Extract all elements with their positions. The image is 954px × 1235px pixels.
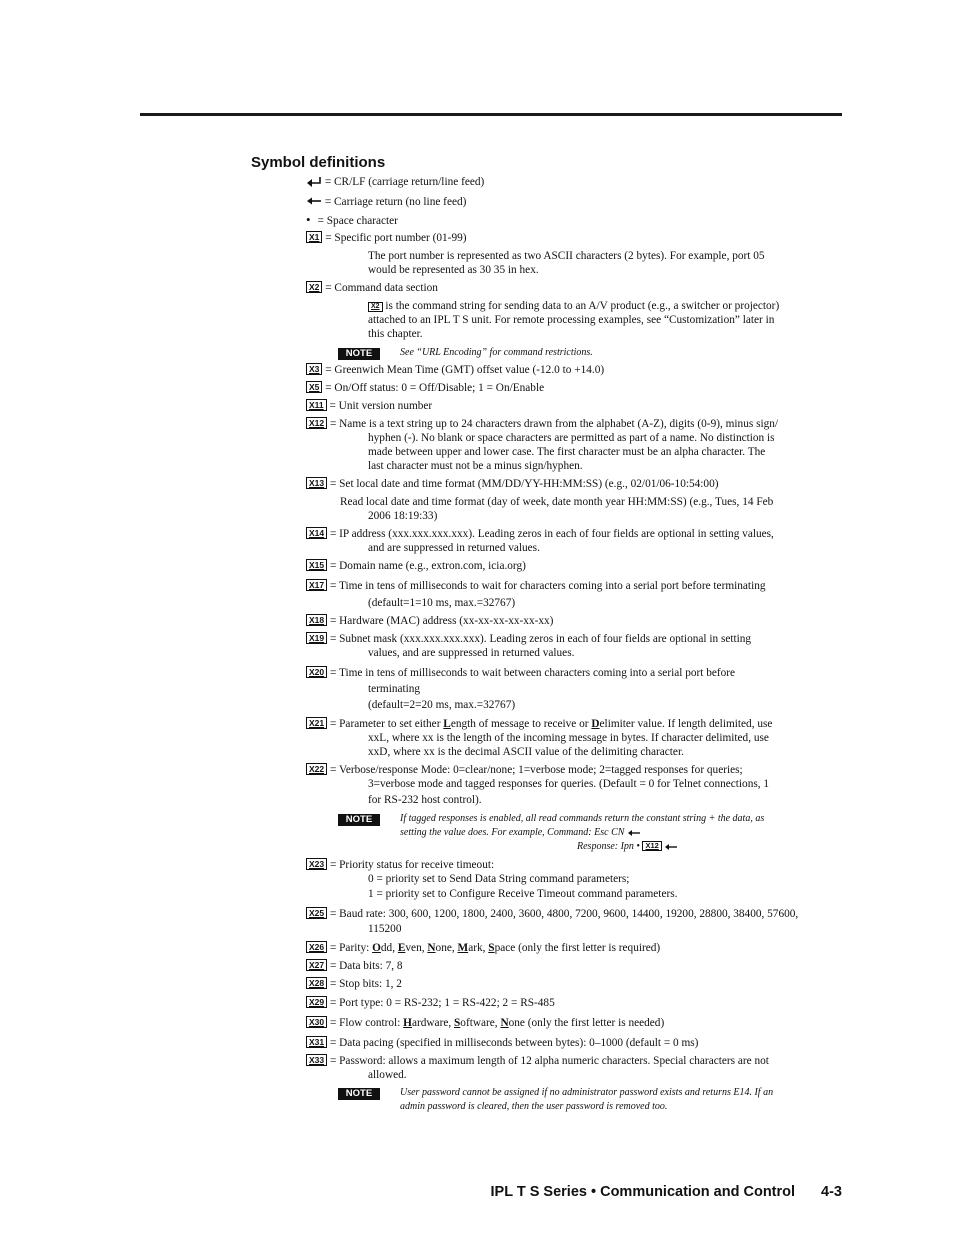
def-space: [306, 213, 398, 228]
code-badge: X33: [306, 1054, 327, 1066]
def-text: = Data pacing (specified in milliseconds between bytes): 0–1000 (default = 0 ms): [329, 1037, 699, 1049]
x13-line-2: Read local date and time format (day of week, date month year HH:MM:SS) (e.g., Tues, 14 Feb: [340, 496, 774, 508]
def-x21: [306, 717, 772, 731]
def-text: = Name is a text string up to 24 characters drawn from the alphabet (A-Z), digits (0-9), minus sign/: [329, 418, 779, 430]
def-x31: [306, 1036, 698, 1050]
mnemonic-letter: L: [443, 718, 451, 730]
def-x17: [306, 579, 766, 593]
x17-line-2: (default=1=10 ms, max.=32767): [368, 597, 516, 609]
def-text: pace (only the first letter is required): [494, 942, 661, 954]
x33-line-2: allowed.: [368, 1069, 407, 1081]
def-text: one (only the first letter is needed): [508, 1017, 665, 1029]
code-badge: X23: [306, 858, 327, 870]
note-password-2: admin password is cleared, then the user password is removed too.: [400, 1101, 668, 1112]
def-text: = Unit version number: [329, 400, 433, 412]
mnemonic-letter: E: [397, 942, 406, 954]
def-text: = Greenwich Mean Time (GMT) offset value (-12.0 to +14.0): [325, 364, 605, 376]
def-text: = Hardware (MAC) address (xx-xx-xx-xx-xx-xx): [329, 615, 554, 627]
def-x26: [306, 941, 660, 955]
def-text: = Specific port number (01-99): [325, 232, 467, 244]
x2-desc-2: attached to an IPL T S unit. For remote processing examples, see “Customization” later in: [368, 314, 775, 326]
x1-desc-2: would be represented as 30 35 in hex.: [368, 264, 539, 276]
note-badge: NOTE: [338, 814, 380, 826]
code-badge: X25: [306, 907, 327, 919]
def-text: = Set local date and time format (MM/DD/YY-HH:MM:SS) (e.g., 02/01/06-10:54:00): [329, 478, 719, 490]
def-text: = On/Off status: 0 = Off/Disable; 1 = On/Enable: [325, 382, 545, 394]
x23-line-2: 0 = priority set to Send Data String command parameters;: [368, 873, 630, 885]
def-text: = Domain name (e.g., extron.com, icia.org): [329, 560, 526, 572]
x20-line-2: terminating: [368, 683, 421, 695]
bullet-icon: •: [306, 212, 311, 227]
page-footer: [491, 1184, 842, 1200]
note-url-encoding: See “URL Encoding” for command restrictions.: [400, 347, 593, 358]
cr-arrow-icon: [306, 197, 322, 207]
mnemonic-letter: H: [403, 1017, 412, 1029]
def-x22: [306, 763, 743, 777]
code-badge: X26: [306, 941, 327, 953]
note-tagged-2: [400, 826, 641, 840]
mnemonic-letter: N: [427, 942, 436, 954]
code-badge: X14: [306, 527, 327, 539]
code-badge: X22: [306, 763, 327, 775]
note-password-1: User password cannot be assigned if no administrator password exists and returns E14. If an: [400, 1087, 774, 1098]
def-text: = Subnet mask (xxx.xxx.xxx.xxx). Leading zeros in each of four fields are optional in setting: [329, 633, 752, 645]
def-text: = Time in tens of milliseconds to wait for characters coming into a serial port before terminating: [329, 580, 766, 592]
mnemonic-letter: O: [372, 942, 381, 954]
code-badge: X18: [306, 614, 327, 626]
def-x30: [306, 1016, 664, 1030]
code-badge: X21: [306, 717, 327, 729]
x19-line-2: values, and are suppressed in returned values.: [368, 647, 575, 659]
def-text: dd,: [380, 942, 398, 954]
def-text: = Time in tens of milliseconds to wait between characters coming into a serial port before: [329, 667, 736, 679]
code-badge: X19: [306, 632, 327, 644]
def-x28: [306, 977, 402, 991]
def-x14: [306, 527, 774, 541]
code-badge: X2: [368, 302, 383, 312]
def-cr: [306, 195, 466, 209]
code-badge: X28: [306, 977, 327, 989]
code-badge: X1: [306, 231, 322, 243]
x23-line-3: 1 = priority set to Configure Receive Timeout command parameters.: [368, 888, 678, 900]
def-x1: [306, 231, 467, 245]
x12-line-4: last character must not be a minus sign/hyphen.: [368, 460, 583, 472]
code-badge: X13: [306, 477, 327, 489]
def-text: = Command data section: [325, 282, 438, 294]
def-crlf-text: = CR/LF (carriage return/line feed): [324, 176, 485, 188]
def-text: = Baud rate: 300, 600, 1200, 1800, 2400, 3600, 4800, 7200, 9600, 14400, 19200, 28800, 38400, 57600,: [329, 908, 799, 920]
desc-text: is the command string for sending data to an A/V product (e.g., a switcher or projector): [382, 300, 780, 312]
x12-line-2: hyphen (-). No blank or space characters are permitted as part of a name. No distinction is: [368, 432, 775, 444]
def-text: elimiter value. If length delimited, use: [599, 718, 773, 730]
def-text: = IP address (xxx.xxx.xxx.xxx). Leading zeros in each of four fields are optional in setting values,: [329, 528, 774, 540]
code-badge: X5: [306, 381, 322, 393]
def-text: = Priority status for receive timeout:: [329, 859, 495, 871]
x13-line-3: 2006 18:19:33): [368, 510, 438, 522]
crlf-arrow-icon: [306, 176, 322, 188]
def-text: = Parity:: [329, 942, 373, 954]
def-x20: [306, 666, 735, 680]
code-badge: X2: [306, 281, 322, 293]
def-x23: [306, 858, 494, 872]
def-text: = Verbose/response Mode: 0=clear/none; 1=verbose mode; 2=tagged responses for queries;: [329, 764, 743, 776]
note-badge: NOTE: [338, 1088, 380, 1100]
code-badge: X20: [306, 666, 327, 678]
def-space-text: = Space character: [317, 215, 398, 227]
code-badge: X30: [306, 1016, 327, 1028]
page-number: 4-3: [821, 1184, 842, 1200]
def-text: = Flow control:: [329, 1017, 404, 1029]
def-x29: [306, 996, 555, 1010]
def-x18: [306, 614, 553, 628]
def-text: = Password: allows a maximum length of 12 alpha numeric characters. Special characters are not: [329, 1055, 769, 1067]
x2-desc-1: [368, 299, 779, 313]
x12-line-3: made between upper and lower case. The first character must be an alpha character. The: [368, 446, 766, 458]
note-text: setting the value does. For example, Command: Esc CN: [400, 827, 625, 838]
mnemonic-letter: M: [457, 942, 469, 954]
mnemonic-letter: D: [591, 718, 600, 730]
def-text: ength of message to receive or: [450, 718, 592, 730]
x21-line-3: xxD, where xx is the decimal ASCII value of the delimiting character.: [368, 746, 684, 758]
def-x2: [306, 281, 438, 295]
def-text: ven,: [405, 942, 428, 954]
def-text: = Data bits: 7, 8: [329, 960, 403, 972]
def-x3: [306, 363, 604, 377]
x25-line-2: 115200: [368, 923, 402, 935]
x22-line-3: for RS-232 host control).: [368, 794, 482, 806]
code-badge: X11: [306, 399, 327, 411]
note-tagged-1: If tagged responses is enabled, all read commands return the constant string + the data, as: [400, 813, 765, 824]
def-x27: [306, 959, 403, 973]
code-badge: X12: [642, 841, 661, 851]
def-text: oftware,: [460, 1017, 501, 1029]
def-x25: [306, 907, 798, 921]
note-tagged-3: [577, 840, 678, 854]
def-cr-text: = Carriage return (no line feed): [324, 196, 467, 208]
def-x15: [306, 559, 526, 573]
def-x11: [306, 399, 432, 413]
def-text: = Stop bits: 1, 2: [329, 978, 402, 990]
section-heading: Symbol definitions: [251, 154, 386, 171]
code-badge: X27: [306, 959, 327, 971]
def-text: = Port type: 0 = RS-232; 1 = RS-422; 2 = RS-485: [329, 997, 555, 1009]
def-x5: [306, 381, 544, 395]
mnemonic-letter: S: [454, 1017, 461, 1029]
def-x12: [306, 417, 778, 431]
cr-arrow-icon: [664, 843, 678, 851]
x1-desc-1: The port number is represented as two ASCII characters (2 bytes). For example, port 05: [368, 250, 765, 262]
x20-line-3: (default=2=20 ms, max.=32767): [368, 699, 516, 711]
footer-title: IPL T S Series • Communication and Control: [490, 1184, 796, 1200]
note-text: Response: Ipn •: [577, 841, 640, 852]
x14-line-2: and are suppressed in returned values.: [368, 542, 540, 554]
x21-line-2: xxL, where xx is the length of the incoming message in bytes. If character delimited, use: [368, 732, 769, 744]
code-badge: X29: [306, 996, 327, 1008]
mnemonic-letter: S: [488, 942, 495, 954]
def-x33: [306, 1054, 769, 1068]
code-badge: X15: [306, 559, 327, 571]
note-badge: NOTE: [338, 348, 380, 360]
def-crlf: [306, 175, 484, 189]
cr-arrow-icon: [627, 829, 641, 837]
mnemonic-letter: N: [500, 1017, 509, 1029]
def-text: one,: [435, 942, 458, 954]
code-badge: X12: [306, 417, 327, 429]
x2-desc-3: this chapter.: [368, 328, 423, 340]
def-x13: [306, 477, 719, 491]
code-badge: X17: [306, 579, 327, 591]
code-badge: X31: [306, 1036, 327, 1048]
def-x19: [306, 632, 751, 646]
header-rule: [140, 113, 842, 116]
x22-line-2: 3=verbose mode and tagged responses for queries. (Default = 0 for Telnet connections, 1: [368, 778, 770, 790]
def-text: ark,: [468, 942, 489, 954]
def-text: ardware,: [411, 1017, 454, 1029]
code-badge: X3: [306, 363, 322, 375]
def-text: = Parameter to set either: [329, 718, 444, 730]
